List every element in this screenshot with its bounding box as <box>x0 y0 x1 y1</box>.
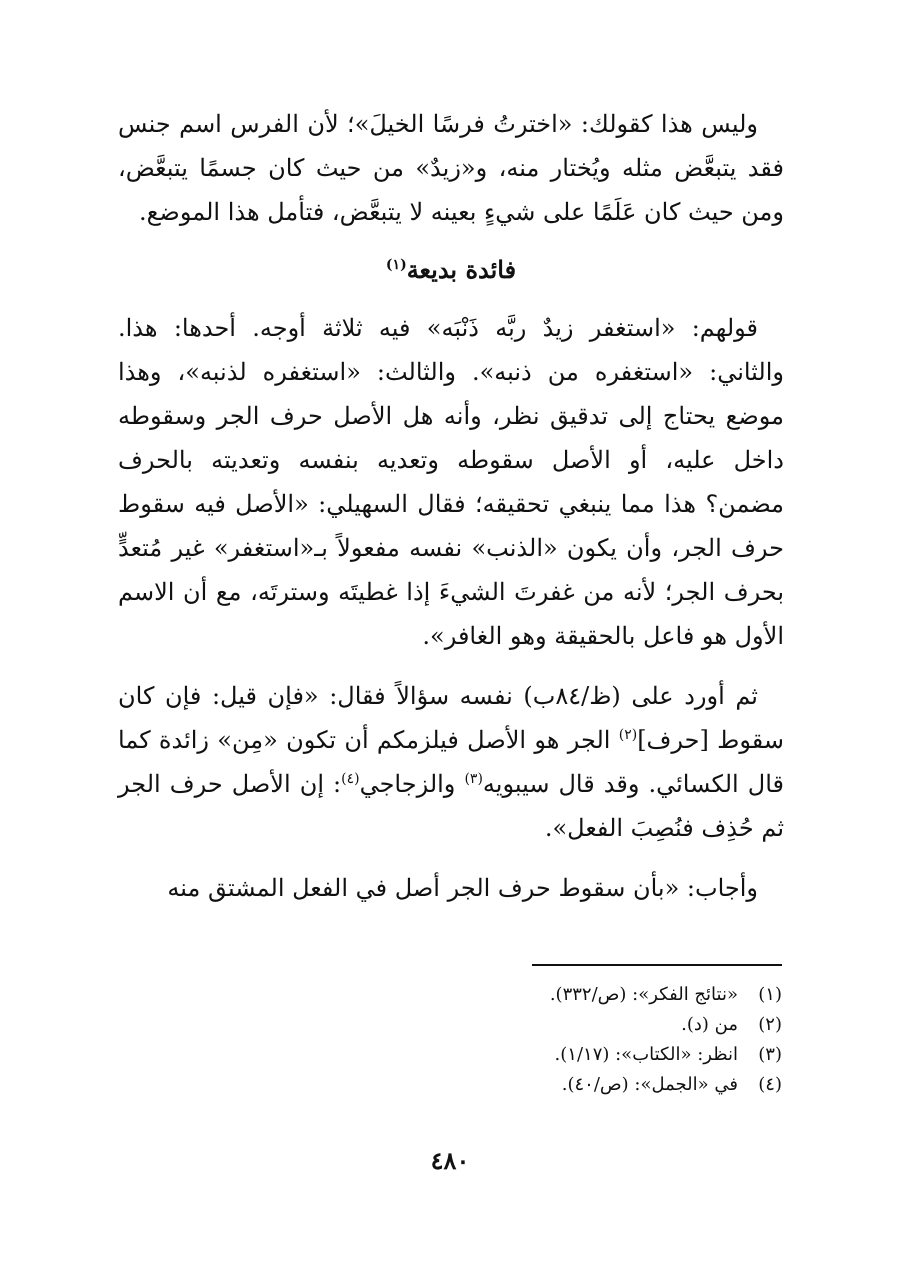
footnote-number: (٢) <box>758 1014 782 1035</box>
footnote-divider <box>532 964 782 966</box>
footnote-ref-4: (٤) <box>341 771 360 787</box>
footnote-item <box>182 1040 782 1070</box>
paragraph-3-part-a: ثم أورد على (ظ/٨٤ب) نفسه سؤالاً فقال: «فإن قيل: فإن كان سقوط [حرف] <box>118 682 785 754</box>
paragraph-3-part-b: الجر هو الأصل فيلزمكم أن تكون «مِن» زائدة كما قال الكسائي. وقد قال سيبويه <box>118 726 784 798</box>
footnote-text: «نتائج الفكر»: (ص/٣٣٢). <box>549 984 738 1005</box>
main-text <box>118 102 784 910</box>
footnote-text: في «الجمل»: (ص/٤٠). <box>561 1074 738 1095</box>
footnote-item <box>182 1070 782 1100</box>
footnote-ref-2: (٢) <box>618 727 638 743</box>
footnote-number: (٤) <box>758 1074 782 1095</box>
section-heading <box>118 250 784 290</box>
heading-text: فائدة بديعة <box>406 255 517 284</box>
footnote-text: من (د). <box>681 1014 738 1035</box>
footnote-ref-1: (١) <box>385 257 407 273</box>
paragraph-2: قولهم: «استغفر زيدٌ ربَّه ذَنْبَه» فيه ثلاثة أوجه. أحدها: هذا. والثاني: «استغفره من ذنبه». والثالث: «استغفره لذنبه»، وهذا موضع يحتاج إلى تدقيق نظر، وأنه هل الأصل حرف الجر وسقوطه داخل عليه، أو الأصل سقوطه وتعديه بنفسه وتعديته بالحرف مضمن؟ هذا مما ينبغي تحقيقه؛ فقال السهيلي: «الأصل فيه سقوط حرف الجر، وأن يكون «الذنب» نفسه مفعولاً بـ«استغفر» غير مُتعدٍّ بحرف الجر؛ لأنه من غفرتَ الشيءَ إذا غطيتَه وسترتَه، مع أن الاسم الأول هو فاعل بالحقيقة وهو الغافر». <box>118 314 784 650</box>
paragraph-3-part-d: : إن الأصل حرف الجر ثم حُذِف فنُصِبَ الفعل». <box>118 770 784 842</box>
paragraph-1: وليس هذا كقولك: «اخترتُ فرسًا الخيلَ»؛ لأن الفرس اسم جنس فقد يتبعَّض مثله ويُختار منه، و«زيدٌ» من حيث كان جسمًا يتبعَّض، ومن حيث كان عَلَمًا على شيءٍ بعينه لا يتبعَّض، فتأمل هذا الموضع. <box>118 110 785 226</box>
footnote-item <box>182 1010 782 1040</box>
paragraph-3 <box>118 674 784 850</box>
footnote-number: (١) <box>758 984 782 1005</box>
footnote-number: (٣) <box>758 1044 782 1065</box>
page-number: ٤٨٠ <box>430 1146 470 1175</box>
footnotes <box>182 980 782 1100</box>
footnote-ref-3: (٣) <box>464 771 483 787</box>
footnote-text: انظر: «الكتاب»: (١/١٧). <box>554 1044 738 1065</box>
paragraph-3-part-c: والزجاجي <box>359 770 465 798</box>
paragraph-4: وأجاب: «بأن سقوط حرف الجر أصل في الفعل المشتق منه <box>167 874 758 902</box>
footnote-item <box>182 980 782 1010</box>
